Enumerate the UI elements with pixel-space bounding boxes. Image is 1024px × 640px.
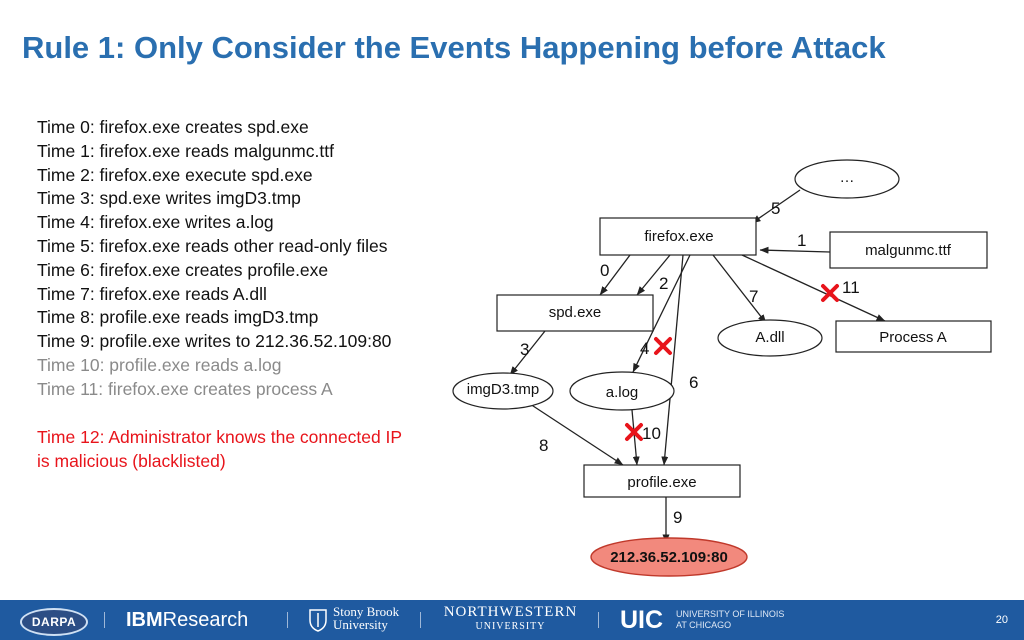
sbu-line-1: Stony Brook <box>333 604 400 619</box>
edge-label-0: 0 <box>600 261 610 280</box>
northwestern-logo <box>443 604 578 634</box>
footer-divider <box>420 612 421 628</box>
event-time-1: Time 1: firefox.exe reads malgunmc.ttf <box>37 140 334 161</box>
footer-divider <box>104 612 105 628</box>
node-alog-label: a.log <box>605 384 639 401</box>
footer-divider <box>287 612 288 628</box>
uic-sub-line-1: UNIVERSITY OF ILLINOIS <box>676 609 785 619</box>
node-process-a-label: Process A <box>879 329 947 346</box>
event-time-8: Time 8: profile.exe reads imgD3.tmp <box>37 307 319 328</box>
note-line-2: is malicious (blacklisted) <box>37 451 226 471</box>
nw-line-1: NORTHWESTERN <box>443 604 578 620</box>
page-number: 20 <box>995 614 1008 626</box>
node-spd <box>497 295 653 331</box>
event-time-4: Time 4: firefox.exe writes a.log <box>37 212 274 233</box>
sbu-line-2: University <box>333 617 388 632</box>
edge-1 <box>760 250 830 252</box>
edge-label-5: 5 <box>771 199 781 218</box>
edge-label-3: 3 <box>520 340 530 359</box>
edge-10 <box>632 410 637 465</box>
ibm-logo-text: IBM <box>126 609 163 631</box>
event-time-6: Time 6: firefox.exe creates profile.exe <box>37 259 329 280</box>
node-ip-label: 212.36.52.109:80 <box>610 549 728 566</box>
nw-line-2: UNIVERSITY <box>475 621 546 632</box>
edge-8 <box>527 402 623 465</box>
ibm-research-logo <box>126 609 248 632</box>
event-time-9: Time 9: profile.exe writes to 212.36.52.109:80 <box>37 331 392 352</box>
uic-sub-line-2: AT CHICAGO <box>676 620 732 630</box>
event-time-0: Time 0: firefox.exe creates spd.exe <box>37 117 309 137</box>
event-time-7: Time 7: firefox.exe reads A.dll <box>37 283 267 304</box>
edge-label-2: 2 <box>659 274 669 293</box>
node-process-a <box>836 321 991 352</box>
note-line-1: Time 12: Administrator knows the connected IP <box>37 427 403 447</box>
node-profile-label: profile.exe <box>627 474 697 491</box>
edge-label-1: 1 <box>797 231 807 250</box>
edge-label-7: 7 <box>749 287 759 306</box>
node-ip <box>591 538 747 576</box>
stony-brook-logo <box>333 605 399 631</box>
event-time-5: Time 5: firefox.exe reads other read-only files <box>37 235 388 256</box>
node-ellipsis-label: … <box>839 169 855 186</box>
node-malgunmc <box>830 232 987 268</box>
node-ellipsis <box>795 160 899 198</box>
node-spd-label: spd.exe <box>548 304 602 321</box>
edge-label-8: 8 <box>539 436 549 455</box>
stony-brook-shield-icon <box>308 608 328 632</box>
slide-title: Rule 1: Only Consider the Events Happening before Attack <box>22 30 886 65</box>
node-imgd3 <box>453 373 553 409</box>
node-firefox <box>600 218 756 255</box>
node-adll-label: A.dll <box>755 329 785 346</box>
edge-label-4: 4 <box>640 339 650 358</box>
node-profile <box>584 465 740 497</box>
edge-label-9: 9 <box>673 508 683 527</box>
edge-label-11: 11 <box>842 278 860 297</box>
uic-logo: UIC <box>620 606 664 634</box>
event-time-11: Time 11: firefox.exe creates process A <box>37 378 333 399</box>
event-time-3: Time 3: spd.exe writes imgD3.tmp <box>37 188 301 209</box>
event-time-10: Time 10: profile.exe reads a.log <box>37 354 282 375</box>
node-adll <box>718 320 822 356</box>
footer-bar <box>0 600 1024 640</box>
research-logo-text: Research <box>162 609 249 631</box>
node-alog <box>570 372 674 410</box>
node-malgunmc-label: malgunmc.ttf <box>865 242 951 259</box>
edge-label-10: 10 <box>642 424 661 443</box>
event-time-2: Time 2: firefox.exe execute spd.exe <box>37 164 313 185</box>
darpa-logo: DARPA <box>20 608 88 636</box>
footer-divider <box>598 612 599 628</box>
cross-mark-icon <box>656 339 670 353</box>
edge-label-6: 6 <box>689 373 699 392</box>
uic-logo-subtitle <box>676 609 784 631</box>
node-imgd3-label: imgD3.tmp <box>466 381 540 398</box>
node-firefox-label: firefox.exe <box>644 228 714 245</box>
